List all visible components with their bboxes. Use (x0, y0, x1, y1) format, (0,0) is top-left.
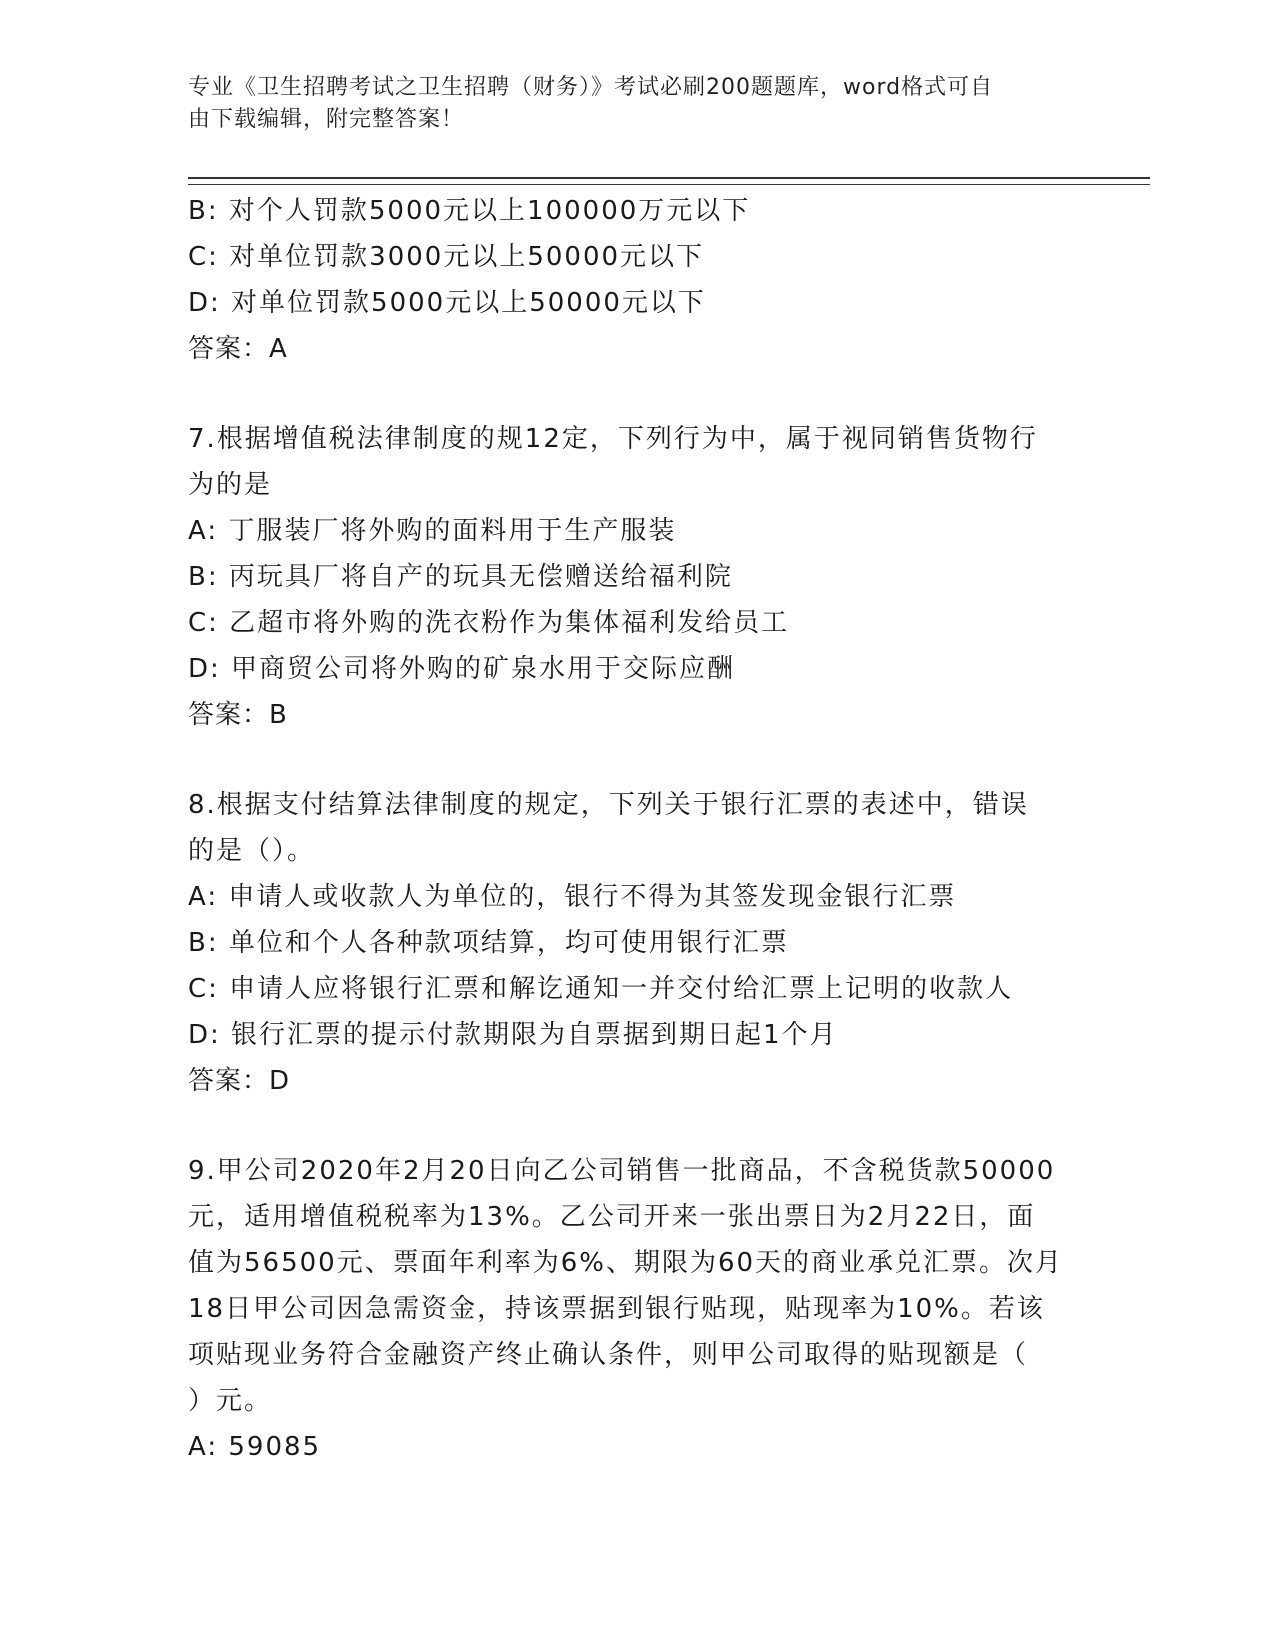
page-header (188, 72, 1068, 136)
option-d: D: 对单位罚款5000元以上50000元以下 (188, 288, 706, 318)
spacer (188, 372, 1088, 416)
spacer (188, 1104, 1088, 1148)
question-content (188, 188, 1088, 1470)
question-8 (188, 782, 1088, 1104)
spacer (188, 738, 1088, 782)
option-d: D: 银行汇票的提示付款期限为自票据到期日起1个月 (188, 1020, 838, 1050)
option-b: B: 单位和个人各种款项结算，均可使用银行汇票 (188, 928, 789, 958)
answer: 答案：D (188, 1066, 291, 1096)
option-c: C: 乙超市将外购的洗衣粉作为集体福利发给员工 (188, 608, 790, 638)
option-c: C: 申请人应将银行汇票和解讫通知一并交付给汇票上记明的收款人 (188, 974, 1014, 1004)
option-b: B: 丙玩具厂将自产的玩具无偿赠送给福利院 (188, 562, 733, 592)
question-stem: 18日甲公司因急需资金，持该票据到银行贴现，贴现率为10%。若该 (188, 1294, 1045, 1324)
option-a: A: 丁服装厂将外购的面料用于生产服装 (188, 516, 677, 546)
answer: 答案：B (188, 700, 288, 730)
option-a: A: 59085 (188, 1432, 322, 1462)
question-stem: 项贴现业务符合金融资产终止确认条件，则甲公司取得的贴现额是（ (188, 1340, 1029, 1370)
option-b: B: 对个人罚款5000元以上100000万元以下 (188, 196, 751, 226)
header-divider (188, 177, 1150, 185)
option-a: A: 申请人或收款人为单位的，银行不得为其签发现金银行汇票 (188, 882, 957, 912)
question-stem: 值为56500元、票面年利率为6%、期限为60天的商业承兑汇票。次月 (188, 1248, 1064, 1278)
question-9 (188, 1148, 1088, 1470)
question-stem: 为的是 (188, 470, 273, 500)
header-line-1: 专业《卫生招聘考试之卫生招聘（财务）》考试必刷200题题库，word格式可自 (188, 75, 994, 100)
question-stem: ）元。 (188, 1386, 273, 1416)
header-line-2: 由下载编辑，附完整答案！ (188, 107, 465, 132)
question-stem: 的是（）。 (188, 836, 316, 866)
question-stem: 9.甲公司2020年2月20日向乙公司销售一批商品，不含税货款50000 (188, 1156, 1056, 1186)
question-7 (188, 416, 1088, 738)
question-stem: 8.根据支付结算法律制度的规定，下列关于银行汇票的表述中，错误 (188, 790, 1029, 820)
option-c: C: 对单位罚款3000元以上50000元以下 (188, 242, 705, 272)
answer: 答案：A (188, 334, 288, 364)
prev-question (188, 188, 1088, 372)
option-d: D: 甲商贸公司将外购的矿泉水用于交际应酬 (188, 654, 736, 684)
question-stem: 元，适用增值税税率为13%。乙公司开来一张出票日为2月22日，面 (188, 1202, 1036, 1232)
question-stem: 7.根据增值税法律制度的规12定，下列行为中，属于视同销售货物行 (188, 424, 1038, 454)
